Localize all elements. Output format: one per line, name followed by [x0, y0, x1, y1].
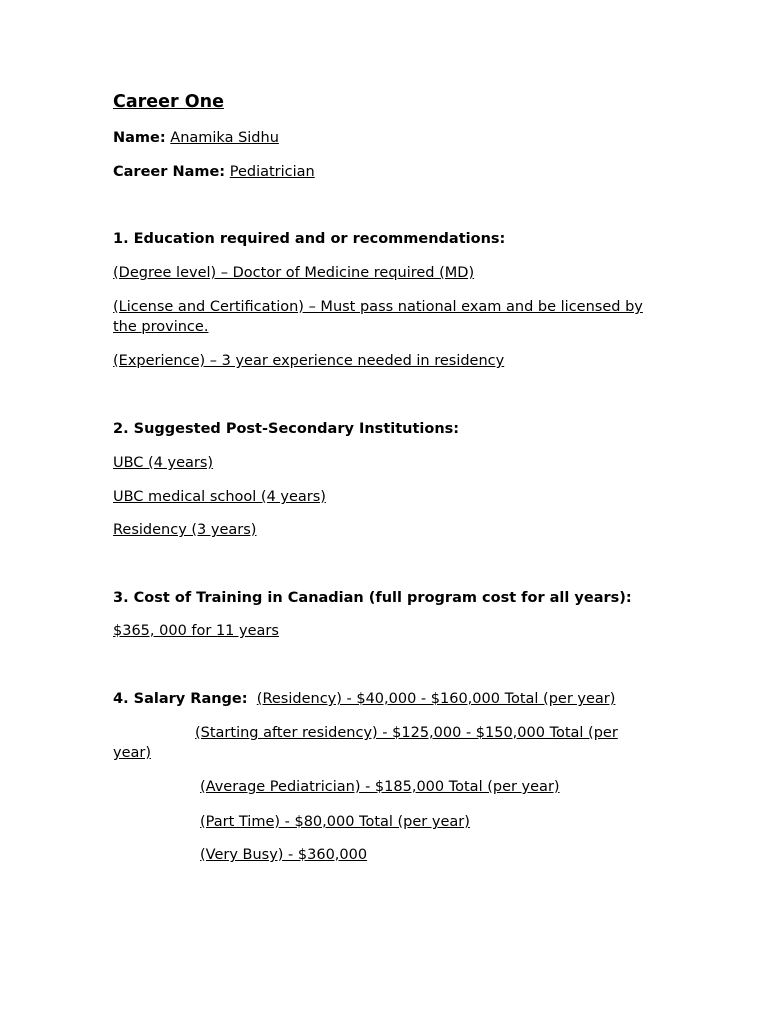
- salary-item: (Residency) - $40,000 - $160,000 Total (per year): [256, 691, 616, 707]
- name-row: [113, 128, 279, 148]
- cost-value: $365, 000 for 11 years: [113, 623, 279, 639]
- institution-item: Residency (3 years): [113, 522, 257, 538]
- education-license: (License and Certification) – Must pass national exam and be licensed by the province.: [113, 299, 643, 335]
- document-title: Career One: [113, 92, 224, 112]
- education-heading: 1. Education required and or recommendations:: [113, 231, 506, 247]
- salary-item: (Very Busy) - $360,000: [200, 847, 368, 863]
- career-row: [113, 162, 315, 182]
- institution-item: UBC (4 years): [113, 455, 214, 471]
- institutions-heading: 2. Suggested Post-Secondary Institutions:: [113, 421, 460, 437]
- name-value: Anamika Sidhu: [170, 130, 279, 146]
- salary-item: (Starting after residency) - $125,000 - $150,000 Total (per year): [113, 725, 618, 761]
- salary-item: (Part Time) - $80,000 Total (per year): [200, 814, 470, 830]
- salary-row: [113, 689, 615, 709]
- salary-item: (Average Pediatrician) - $185,000 Total (per year): [200, 779, 560, 795]
- education-degree: (Degree level) – Doctor of Medicine required (MD): [113, 265, 475, 281]
- institution-item: UBC medical school (4 years): [113, 489, 326, 505]
- career-label: Career Name:: [113, 164, 226, 180]
- career-value: Pediatrician: [229, 164, 315, 180]
- salary-heading: 4. Salary Range:: [113, 691, 248, 707]
- education-experience: (Experience) – 3 year experience needed in residency: [113, 353, 505, 369]
- cost-heading: 3. Cost of Training in Canadian (full program cost for all years):: [113, 590, 632, 606]
- name-label: Name:: [113, 130, 166, 146]
